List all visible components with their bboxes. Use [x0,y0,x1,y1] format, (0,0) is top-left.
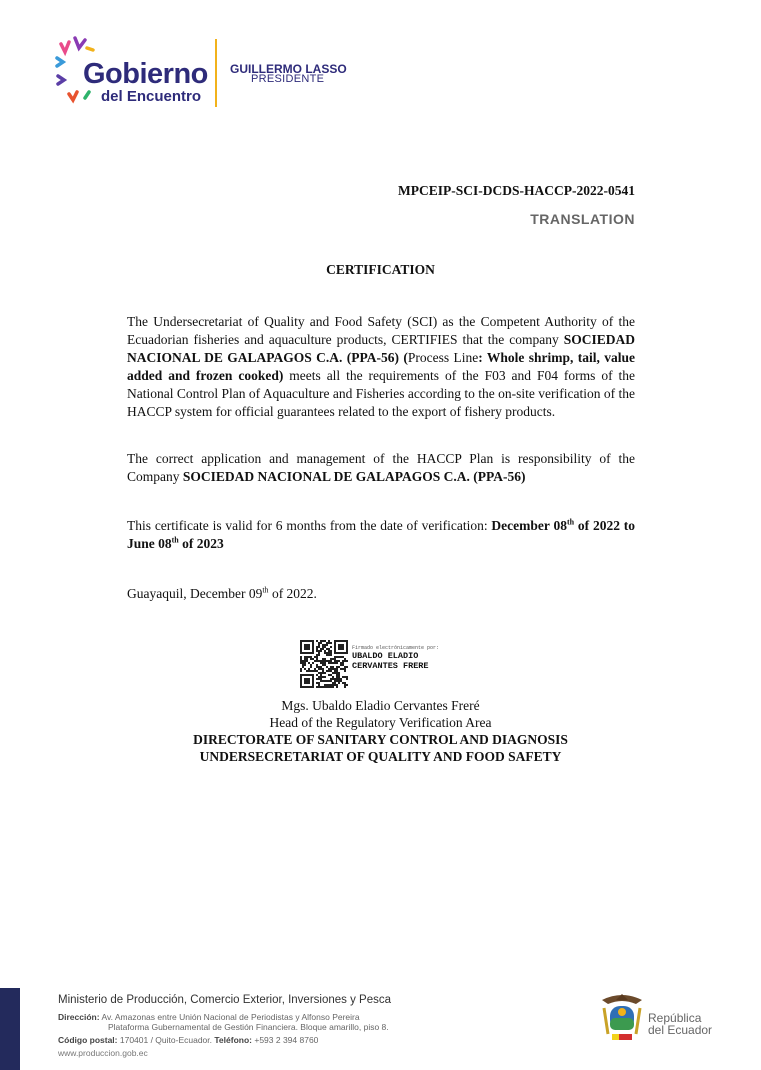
para1-text-2: meets all the requirements of the F03 and F04 forms of the National Control Plan of Aquaculture and Fisheries according to the on-site verification of the HACCP system for official guarantees related to the export of fishery products. [127,368,635,419]
footer-bar [0,988,20,1070]
logo-title: Gobierno [83,58,208,90]
phone-label: Teléfono: [214,1035,252,1045]
address-line-2: Plataforma Gubernamental de Gestión Financiera. Bloque amarillo, piso 8. [108,1022,389,1032]
page-title: CERTIFICATION [326,262,435,277]
government-logo [55,36,365,111]
para2-text: The correct application and management of the HACCP Plan is responsibility of the Company [127,451,635,484]
signer-block [0,697,761,765]
signed-by-label: Firmado electrónicamente por: [352,645,440,651]
place-date-text: Guayaquil, December 09 [127,586,263,601]
logo-divider [215,39,217,107]
validity-end: of 2023 [178,536,224,551]
company-name: SOCIEDAD NACIONAL DE GALAPAGOS C.A. (PPA-56) [127,332,635,365]
signature-name-1: UBALDO ELADIO [352,651,419,661]
president-title: PRESIDENTE [251,73,325,85]
footer-address [58,1012,360,1022]
postal-value: 170401 / Quito-Ecuador. [117,1035,215,1045]
validity-mid: of 2022 to June 08 [127,518,636,551]
validity-start: December 08 [491,518,567,533]
postal-label: Código postal: [58,1035,118,1045]
para1-paren: ( [399,350,408,365]
document-code: MPCEIP-SCI-DCDS-HACCP-2022-0541 [398,183,635,198]
signer-name: Mgs. Ubaldo Eladio Cervantes Freré [281,698,480,713]
company-name-2: SOCIEDAD NACIONAL DE GALAPAGOS C.A. (PPA-56) [182,469,526,484]
footer-contact [58,1035,318,1045]
logo-subtitle: del Encuentro [101,88,202,105]
process-line-label: Process Line [407,350,479,365]
address-line-1: Av. Amazonas entre Unión Nacional de Periodistas y Alfonso Pereira [99,1012,360,1022]
signer-role: Head of the Regulatory Verification Area [269,715,492,730]
coat-of-arms-icon [596,990,648,1046]
president-name: GUILLERMO LASSO [230,62,347,76]
validity-text: This certificate is valid for 6 months from the date of verification: [127,518,492,533]
responsibility-paragraph [127,450,635,486]
place-date [127,585,635,603]
validity-end-sup: th [171,535,179,545]
validity-start-sup: th [566,517,575,527]
certification-paragraph [127,313,635,421]
para1-text-1: The Undersecretariat of Quality and Food Safety (SCI) as the Competent Authority of the Ecuadorian fisheries and aquaculture products, CERTIFIES that the company [127,314,635,347]
signer-undersecretariat: UNDERSECRETARIAT OF QUALITY AND FOOD SAFETY [199,749,562,764]
signature-name-2: CERVANTES FRERE [352,661,429,671]
address-label: Dirección: [58,1012,100,1022]
republic-line-1: República [648,1011,702,1025]
process-line-value: : Whole shrimp, tail, value added and frozen cooked) [127,350,635,383]
qr-code-icon [300,640,348,688]
electronic-signature [352,645,439,671]
footer-ministry: Ministerio de Producción, Comercio Exterior, Inversiones y Pesca [58,994,392,1006]
footer-website: www.produccion.gob.ec [58,1048,148,1058]
place-date-year: of 2022. [268,586,317,601]
translation-label: TRANSLATION [530,211,635,227]
signer-directorate: DIRECTORATE OF SANITARY CONTROL AND DIAGNOSIS [193,732,568,747]
republic-line-2: del Ecuador [648,1023,713,1037]
phone-value: +593 2 394 8760 [252,1035,319,1045]
republic-label [648,1012,712,1036]
validity-paragraph [127,517,635,553]
place-date-sup: th [262,585,269,595]
